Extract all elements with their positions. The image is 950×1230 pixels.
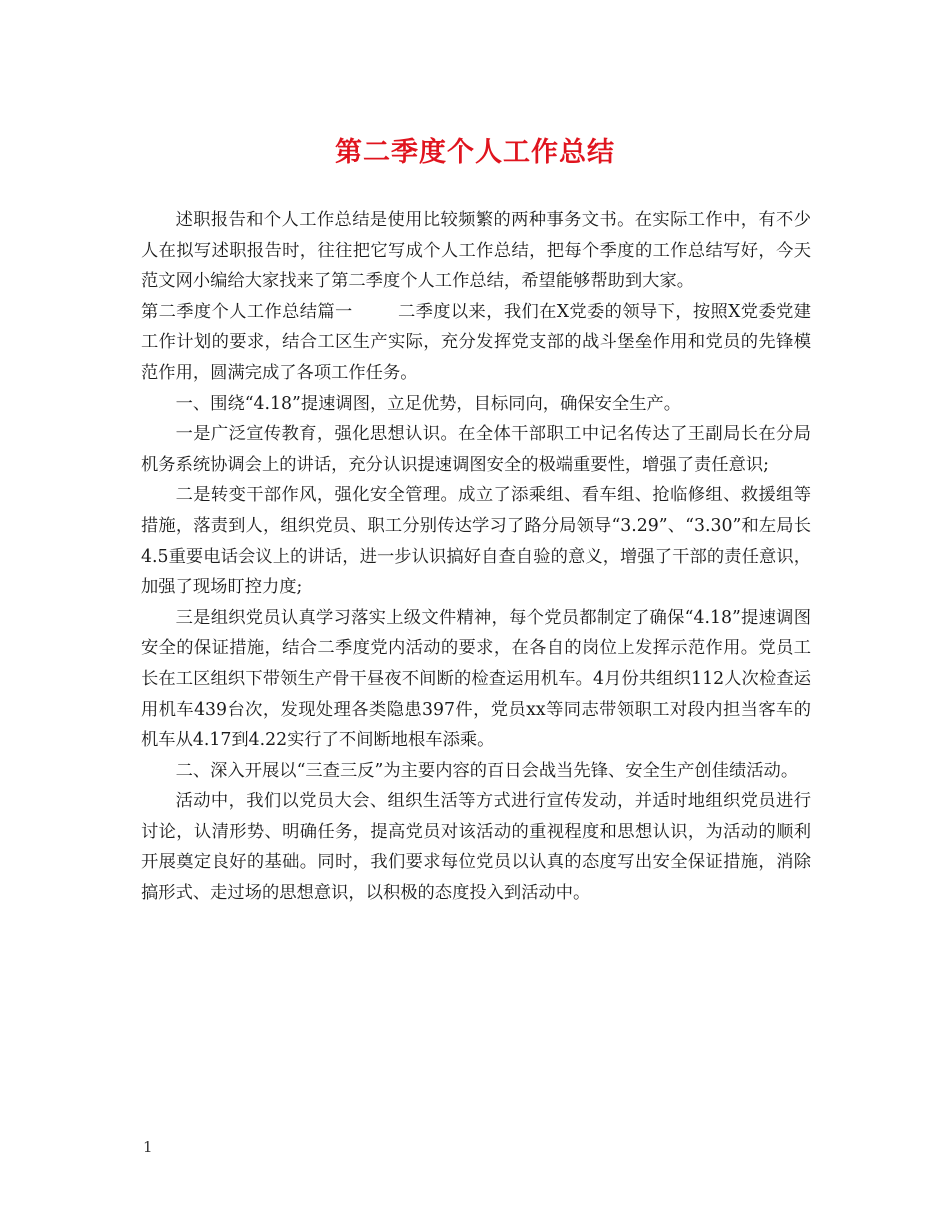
body-paragraph: 一、围绕“4.18”提速调图，立足优势，目标同向，确保安全生产。 — [175, 393, 682, 414]
document-body — [141, 205, 811, 909]
body-paragraph: 二、深入开展以“三查三反”为主要内容的百日会战当先锋、安全生产创佳绩活动。 — [175, 760, 799, 781]
body-paragraph: 三是组织党员认真学习落实上级文件精神，每个党员都制定了确保“4.18”提速调图安全的保证措施，结合二季度党内活动的要求，在各自的岗位上发挥示范作用。党员工长在工区组织下带领生产骨干昼夜不间断的检查运用机车。4月份共组织112人次检查运用机车439台次，发现处理各类隐患397件，党员xx等同志带领职工对段内担当客车的机车从4.17到4.22实行了不间断地根车添乘。 — [141, 607, 811, 751]
body-paragraph: 一是广泛宣传教育，强化思想认识。在全体干部职工中记名传达了王副局长在分局机务系统协调会上的讲话，充分认识提速调图安全的极端重要性，增强了责任意识; — [141, 424, 811, 475]
section-first-text: 二季度以来，我们在X党委的领导下，按照X党委党建工作计划的要求，结合工区生产实际，充分发挥党支部的战斗堡垒作用和党员的先锋模范作用，圆满完成了各项工作任务。 — [141, 301, 811, 383]
section-heading: 第二季度个人工作总结篇一 — [141, 301, 353, 322]
document-title: 第二季度个人工作总结 — [335, 137, 615, 168]
body-paragraph: 活动中，我们以党员大会、组织生活等方式进行宣传发动，并适时地组织党员进行讨论，认清形势、明确任务，提高党员对该活动的重视程度和思想认识，为活动的顺利开展奠定良好的基础。同时，我们要求每位党员以认真的态度写出安全保证措施，消除搞形式、走过场的思想意识，以积极的态度投入到活动中。 — [141, 791, 811, 904]
intro-paragraph: 述职报告和个人工作总结是使用比较频繁的两种事务文书。在实际工作中，有不少人在拟写述职报告时，往往把它写成个人工作总结，把每个季度的工作总结写好，今天范文网小编给大家找来了第二季度个人工作总结，希望能够帮助到大家。 — [141, 210, 811, 292]
body-paragraph: 二是转变干部作风，强化安全管理。成立了添乘组、看车组、抢临修组、救援组等措施，落责到人，组织党员、职工分别传达学习了路分局领导“3.29”、“3.30”和左局长4.5重要电话会议上的讲话，进一步认识搞好自查自验的意义，增强了干部的责任意识，加强了现场盯控力度; — [141, 485, 811, 598]
section-paragraph — [141, 297, 811, 389]
page-number: 1 — [143, 1138, 153, 1156]
